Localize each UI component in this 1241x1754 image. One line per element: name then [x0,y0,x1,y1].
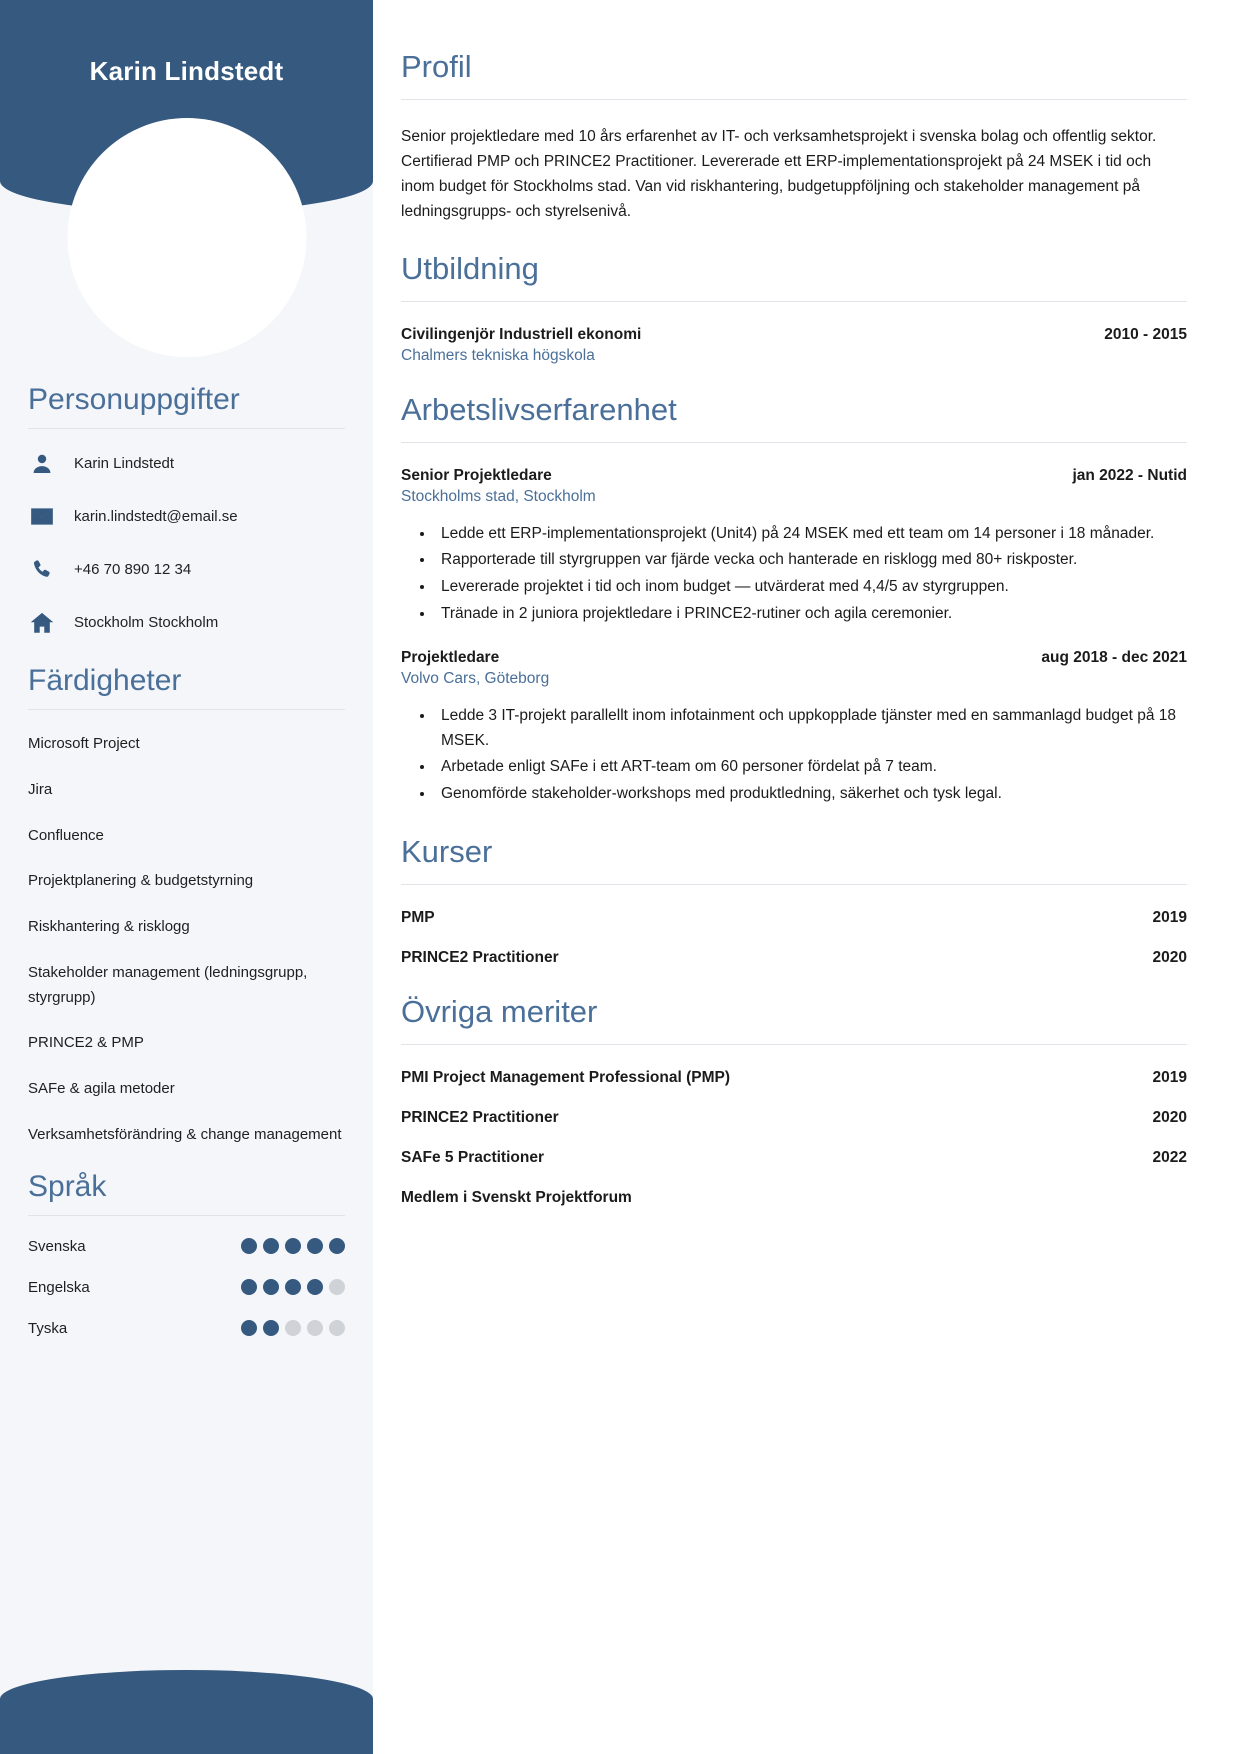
level-dot-filled [263,1238,279,1254]
person-icon [28,452,56,476]
level-dot-filled [307,1279,323,1295]
divider [28,1215,345,1216]
merit-row [401,1069,1187,1087]
item-year: 2019 [1152,1068,1187,1086]
experience-entry [401,467,1187,627]
list-item: Stakeholder management (ledningsgrupp, styrgrupp) [28,963,308,1006]
section-skills [28,663,345,1148]
avatar [67,118,306,357]
list-item: SAFe & agila metoder [28,1080,175,1097]
sidebar [0,0,373,1754]
merit-row [401,1109,1187,1127]
merit-row [401,1189,1187,1207]
experience-entry [401,649,1187,807]
level-dot-filled [241,1238,257,1254]
contact-value: karin.lindstedt@email.se [74,508,238,526]
education-entry [401,326,1187,365]
section-languages [28,1169,345,1337]
item-label: PRINCE2 Practitioner [401,948,559,966]
entry-header [401,467,1187,485]
language-name: Tyska [28,1319,68,1337]
level-dot-empty [307,1320,323,1336]
course-row [401,949,1187,967]
job-date: jan 2022 - Nutid [1072,466,1187,484]
list-item: • Levererade projektet i tid och inom budget — utvärderat med 4,4/5 av styrgruppen. [435,575,1187,600]
sidebar-body [0,212,373,1337]
list-item: • Ledde ett ERP-implementationsprojekt (Unit4) på 24 MSEK med ett team om 14 personer i 18 månader. [435,522,1187,547]
section-heading-languages: Språk [28,1169,107,1203]
contact-value: +46 70 890 12 34 [74,561,192,579]
list-item: • Tränade in 2 juniora projektledare i PRINCE2-rutiner och agila ceremonier. [435,602,1187,627]
home-icon [28,610,56,636]
education-title: Civilingenjör Industriell ekonomi [401,325,642,343]
list-item: Verksamhetsförändring & change management [28,1125,342,1143]
course-row [401,909,1187,927]
divider [401,442,1187,443]
job-title: Projektledare [401,648,500,666]
entry-header [401,326,1187,344]
section-other-merits [401,993,1187,1207]
section-experience [401,391,1187,807]
job-bullets [435,704,1187,807]
item-label: Medlem i Svenskt Projektforum [401,1188,632,1206]
item-year: 2020 [1152,948,1187,966]
level-dot-filled [285,1279,301,1295]
section-education [401,250,1187,365]
candidate-name: Karin Lindstedt [89,56,284,86]
item-label: PMI Project Management Professional (PMP) [401,1068,731,1086]
list-item: Projektplanering & budgetstyrning [28,872,254,890]
phone-icon [28,558,56,582]
list-item: Riskhantering & risklogg [28,918,190,935]
divider [401,884,1187,885]
language-level-dots [241,1238,345,1254]
level-dot-filled [241,1279,257,1295]
job-employer: Stockholms stad, Stockholm [401,487,596,505]
language-row [28,1279,345,1296]
profile-text: Senior projektledare med 10 års erfarenhet av IT- och verksamhetsprojekt i svenska bolag och offentlig sektor. Certifierad PMP och PRINCE2 Practitioner. Levererade ett ERP-implementationsprojekt på 24 MSEK i tid och inom budget för Stockholms stad. Van vid riskhantering, budgetuppföljning och stakeholder management på ledningsgrupps- och styrelsenivå. [401,127,1157,221]
level-dot-filled [329,1238,345,1254]
list-item: • Arbetade enligt SAFe i ett ART-team om 60 personer fördelat på 7 team. [435,755,1187,780]
level-dot-filled [263,1279,279,1295]
item-label: PMP [401,908,435,926]
language-name: Engelska [28,1278,90,1296]
item-year: 2020 [1152,1108,1187,1126]
section-heading-skills: Färdigheter [28,664,182,697]
language-row [28,1238,345,1255]
merit-row [401,1149,1187,1167]
contact-value: Stockholm Stockholm [74,614,219,632]
experience-list [401,467,1187,807]
section-heading-other: Övriga meriter [401,993,598,1029]
list-item: Microsoft Project [28,735,140,752]
level-dot-empty [285,1320,301,1336]
level-dot-filled [307,1238,323,1254]
divider [401,1044,1187,1045]
envelope-icon [28,504,56,530]
courses-list [401,909,1187,967]
language-name: Svenska [28,1237,86,1255]
language-level-dots [241,1320,345,1336]
list-item: Jira [28,780,53,798]
divider [28,428,345,429]
item-label: PRINCE2 Practitioner [401,1108,559,1126]
education-institution: Chalmers tekniska högskola [401,346,595,364]
level-dot-empty [329,1320,345,1336]
level-dot-filled [263,1320,279,1336]
level-dot-filled [285,1238,301,1254]
section-courses [401,833,1187,967]
languages-list [28,1238,345,1337]
job-employer: Volvo Cars, Göteborg [401,669,550,687]
list-item: PRINCE2 & PMP [28,1034,144,1052]
divider [401,301,1187,302]
main-content [373,0,1241,1754]
job-bullets [435,522,1187,627]
contact-item-email[interactable] [28,504,345,530]
section-profile [401,48,1187,224]
sidebar-footer-shape [0,1670,373,1754]
section-heading-personal: Personuppgifter [28,383,240,416]
language-row [28,1320,345,1337]
list-item: • Ledde 3 IT-projekt parallellt inom infotainment och uppkopplade tjänster med en sammanlagd budget på 18 MSEK. [435,704,1187,754]
section-personal-details [28,382,345,636]
contact-item-address [28,610,345,636]
job-title: Senior Projektledare [401,466,552,484]
level-dot-filled [241,1320,257,1336]
section-heading-courses: Kurser [401,834,493,870]
list-item: Confluence [28,826,104,844]
divider [28,709,345,710]
entry-header [401,649,1187,667]
item-year: 2019 [1152,908,1187,926]
section-heading-profile: Profil [401,49,472,84]
skills-list [28,732,345,1148]
section-heading-experience: Arbetslivserfarenhet [401,391,677,427]
list-item: • Genomförde stakeholder-workshops med produktledning, säkerhet och tysk legal. [435,782,1187,807]
level-dot-empty [329,1279,345,1295]
other-merits-list [401,1069,1187,1207]
language-level-dots [241,1279,345,1295]
list-item: • Rapporterade till styrgruppen var fjärde vecka och hanterade en risklogg med 80+ riskposter. [435,548,1187,573]
education-date: 2010 - 2015 [1104,325,1187,343]
item-year: 2022 [1152,1148,1187,1166]
contact-item-phone[interactable] [28,557,345,583]
contact-item-name [28,451,345,477]
item-label: SAFe 5 Practitioner [401,1148,544,1166]
section-heading-education: Utbildning [401,251,539,287]
job-date: aug 2018 - dec 2021 [1041,648,1187,666]
contact-value: Karin Lindstedt [74,455,175,473]
divider [401,99,1187,100]
